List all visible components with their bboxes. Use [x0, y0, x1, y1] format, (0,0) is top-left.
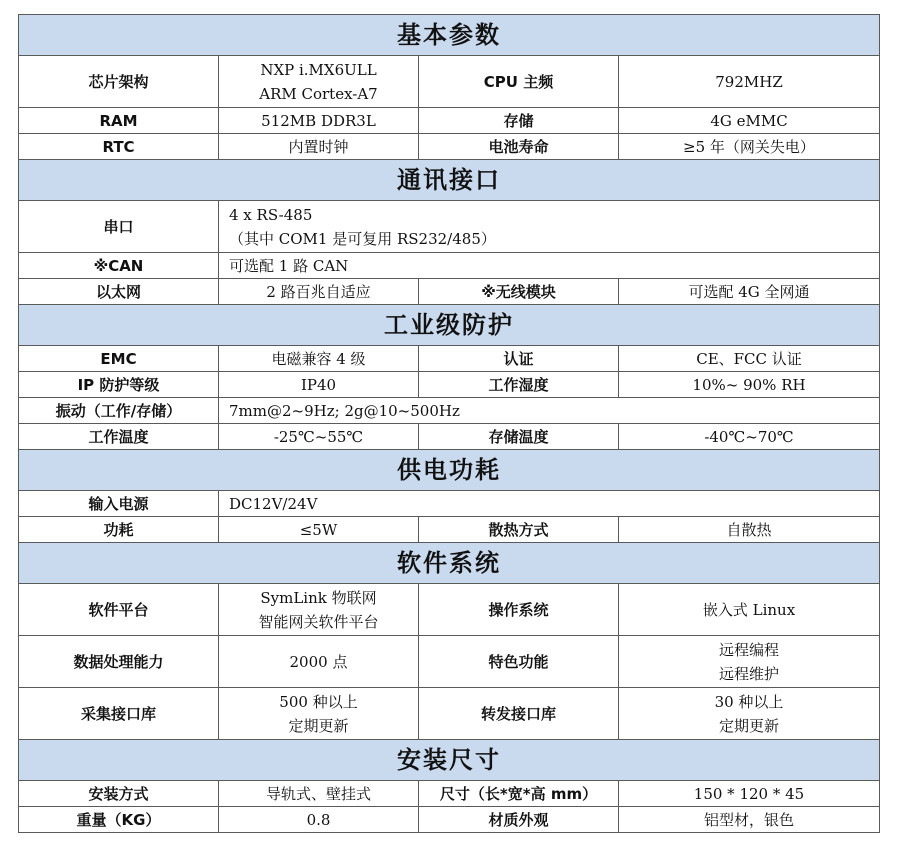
platform-value-line-1: SymLink 物联网: [260, 588, 377, 607]
software-platform-label: 软件平台: [19, 584, 219, 636]
forward-library-label: 转发接口库: [419, 688, 619, 740]
dimensions-label: 尺寸（长*宽*高 mm）: [419, 781, 619, 807]
operating-temp-value: -25℃~55℃: [219, 424, 419, 450]
input-power-value: DC12V/24V: [219, 491, 880, 517]
collect-value-line-1: 500 种以上: [279, 692, 358, 711]
storage-value: 4G eMMC: [619, 108, 880, 134]
storage-temp-value: -40℃~70℃: [619, 424, 880, 450]
material-value: 铝型材，银色: [619, 807, 880, 833]
install-method-value: 导轨式、壁挂式: [219, 781, 419, 807]
section-header-industrial: 工业级防护: [19, 305, 880, 346]
collect-value-line-2: 定期更新: [288, 716, 349, 735]
weight-value: 0.8: [219, 807, 419, 833]
storage-label: 存储: [419, 108, 619, 134]
can-value: 可选配 1 路 CAN: [219, 253, 880, 279]
feature-label: 特色功能: [419, 636, 619, 688]
serial-port-value: [219, 201, 880, 253]
emc-value: 电磁兼容 4 级: [219, 346, 419, 372]
ip-rating-label: IP 防护等级: [19, 372, 219, 398]
chip-architecture-value: [219, 56, 419, 108]
section-header-software: 软件系统: [19, 543, 880, 584]
data-processing-value: 2000 点: [219, 636, 419, 688]
collect-library-value: [219, 688, 419, 740]
cpu-frequency-label: CPU 主频: [419, 56, 619, 108]
section-header-basic: 基本参数: [19, 15, 880, 56]
chip-value-line-2: ARM Cortex-A7: [259, 84, 378, 103]
section-header-install: 安装尺寸: [19, 740, 880, 781]
certification-label: 认证: [419, 346, 619, 372]
weight-label: 重量（KG）: [19, 807, 219, 833]
software-platform-value: [219, 584, 419, 636]
can-label: ※CAN: [19, 253, 219, 279]
humidity-value: 10%~ 90% RH: [619, 372, 880, 398]
forward-value-line-2: 定期更新: [718, 716, 779, 735]
emc-label: EMC: [19, 346, 219, 372]
input-power-label: 输入电源: [19, 491, 219, 517]
operating-temp-label: 工作温度: [19, 424, 219, 450]
install-method-label: 安装方式: [19, 781, 219, 807]
data-processing-label: 数据处理能力: [19, 636, 219, 688]
serial-port-label: 串口: [19, 201, 219, 253]
cpu-frequency-value: 792MHZ: [619, 56, 880, 108]
ram-label: RAM: [19, 108, 219, 134]
feature-value-line-1: 远程编程: [718, 640, 779, 659]
humidity-label: 工作湿度: [419, 372, 619, 398]
serial-value-line-1: 4 x RS-485: [229, 205, 313, 224]
os-label: 操作系统: [419, 584, 619, 636]
battery-life-value: ≥5 年（网关失电）: [619, 134, 880, 160]
platform-value-line-2: 智能网关软件平台: [258, 612, 379, 631]
power-consumption-value: ≤5W: [219, 517, 419, 543]
rtc-value: 内置时钟: [219, 134, 419, 160]
section-header-comm: 通讯接口: [19, 160, 880, 201]
spec-sheet: [18, 14, 879, 833]
chip-value-line-1: NXP i.MX6ULL: [260, 60, 377, 79]
storage-temp-label: 存储温度: [419, 424, 619, 450]
battery-life-label: 电池寿命: [419, 134, 619, 160]
cooling-method-value: 自散热: [619, 517, 880, 543]
collect-library-label: 采集接口库: [19, 688, 219, 740]
feature-value-line-2: 远程维护: [718, 664, 779, 683]
certification-value: CE、FCC 认证: [619, 346, 880, 372]
forward-library-value: [619, 688, 880, 740]
serial-value-line-2: （其中 COM1 是可复用 RS232/485）: [229, 229, 496, 248]
vibration-value: 7mm@2~9Hz; 2g@10~500Hz: [219, 398, 880, 424]
ethernet-value: 2 路百兆自适应: [219, 279, 419, 305]
material-label: 材质外观: [419, 807, 619, 833]
rtc-label: RTC: [19, 134, 219, 160]
forward-value-line-1: 30 种以上: [714, 692, 784, 711]
ethernet-label: 以太网: [19, 279, 219, 305]
ram-value: 512MB DDR3L: [219, 108, 419, 134]
os-value: 嵌入式 Linux: [619, 584, 880, 636]
wireless-module-value: 可选配 4G 全网通: [619, 279, 880, 305]
feature-value: [619, 636, 880, 688]
section-header-power: 供电功耗: [19, 450, 880, 491]
chip-architecture-label: 芯片架构: [19, 56, 219, 108]
vibration-label: 振动（工作/存储）: [19, 398, 219, 424]
spec-table: [18, 14, 880, 833]
ip-rating-value: IP40: [219, 372, 419, 398]
power-consumption-label: 功耗: [19, 517, 219, 543]
cooling-method-label: 散热方式: [419, 517, 619, 543]
wireless-module-label: ※无线模块: [419, 279, 619, 305]
dimensions-value: 150 * 120 * 45: [619, 781, 880, 807]
